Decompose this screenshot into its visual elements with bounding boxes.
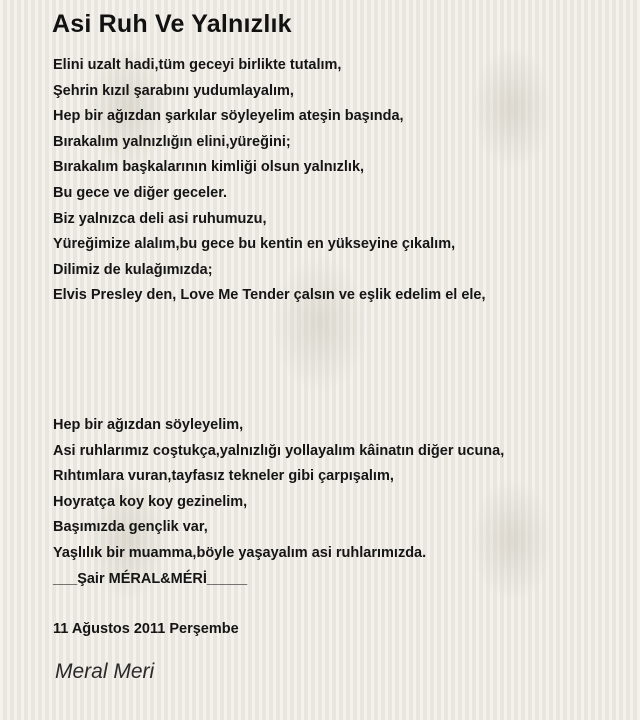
poem-line: Hoyratça koy koy gezinelim, — [53, 493, 248, 510]
poem-line: Elvis Presley den, Love Me Tender çalsın ve eşlik edelim el ele, — [53, 287, 486, 304]
poem-line: Şehrin kızıl şarabını yudumlayalım, — [53, 82, 294, 99]
stanza-1 — [53, 53, 486, 309]
poem-line: Yüreğimize alalım,bu gece bu kentin en yükseyine çıkalım, — [53, 236, 456, 253]
poem-line: Başımızda gençlik var, — [53, 519, 208, 536]
poem-line: Bu gece ve diğer geceler. — [53, 184, 228, 201]
poem-line: Biz yalnızca deli asi ruhumuzu, — [53, 210, 267, 227]
poem-line: Hep bir ağızdan söyleyelim, — [53, 417, 244, 433]
poem-line: Yaşlılık bir muamma,böyle yaşayalım asi ruhlarımızda. — [53, 544, 427, 561]
poem-line: Bırakalım başkalarının kimliği olsun yalnızlık, — [53, 159, 365, 176]
poem-title: Asi Ruh Ve Yalnızlık — [52, 10, 292, 38]
stanza-2 — [53, 413, 504, 592]
poem-line: Elini uzalt hadi,tüm geceyi birlikte tutalım, — [53, 57, 342, 73]
poem-line: Rıhtımlara vuran,tayfasız tekneler gibi çarpışalım, — [53, 468, 394, 485]
poem-date: 11 Ağustos 2011 Perşembe — [53, 621, 239, 637]
poem-line: Bırakalım yalnızlığın elini,yüreğini; — [53, 133, 291, 150]
poem-line: Hep bir ağızdan şarkılar söyleyelim ateşin başında, — [53, 108, 404, 125]
poem-line: Asi ruhlarımız coştukça,yalnızlığı yollayalım kâinatın diğer ucuna, — [53, 442, 505, 459]
poet-signature-line: ___Şair MÉRAL&MÉRİ_____ — [53, 570, 248, 587]
poem-author: Meral Meri — [55, 660, 155, 683]
poem-line: Dilimiz de kulağımızda; — [53, 261, 213, 278]
